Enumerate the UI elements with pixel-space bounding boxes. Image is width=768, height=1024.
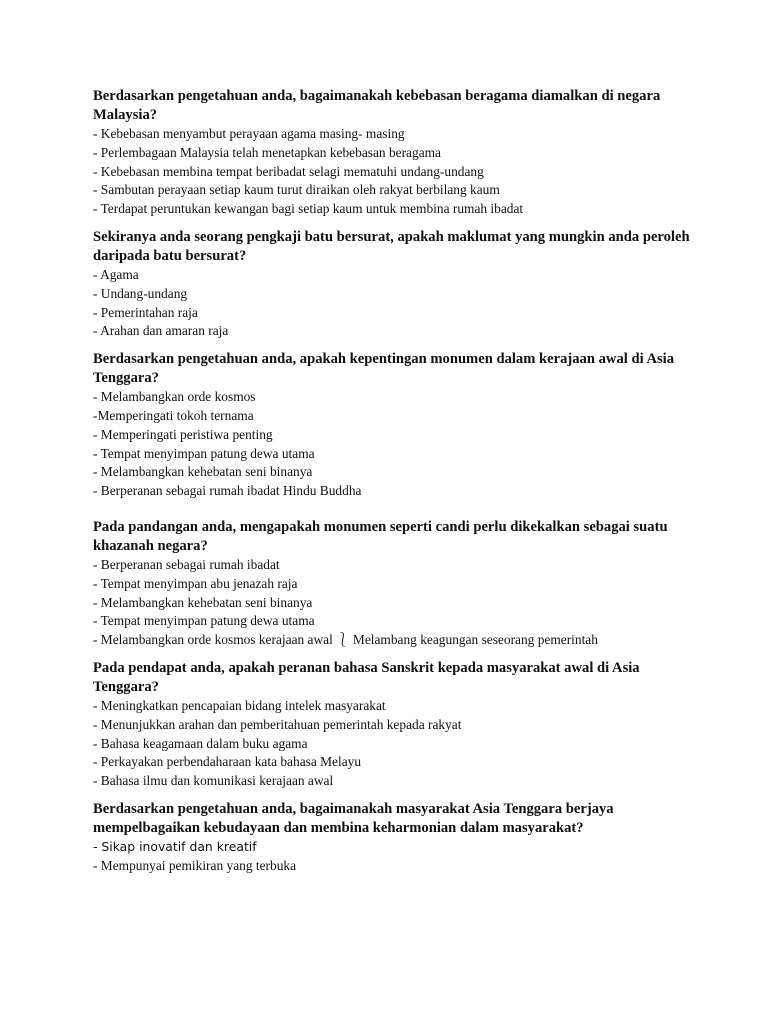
answer-item: - Undang-undang (93, 285, 188, 301)
spacer (93, 791, 693, 800)
question-heading: Pada pendapat anda, apakah peranan bahasa Sanskrit kepada masyarakat awal di Asia Tenggara? (93, 659, 640, 695)
question-heading: Berdasarkan pengetahuan anda, apakah kepentingan monumen dalam kerajaan awal di Asia Tenggara? (93, 351, 675, 387)
qa-section-5 (93, 659, 693, 791)
answer-list (93, 266, 693, 341)
answer-item: - Melambangkan kehebatan seni binanya (93, 464, 313, 480)
answer-item: - Bahasa ilmu dan komunikasi kerajaan awal (93, 773, 334, 789)
answer-item: - Arahan dan amaran raja (93, 323, 229, 339)
answer-item: - Melambangkan orde kosmos kerajaan awal ⎱ Melambang keagungan seseorang pemerintah (93, 632, 598, 648)
answer-item: - Melambangkan kehebatan seni binanya (93, 594, 313, 610)
answer-item: - Melambangkan orde kosmos (93, 389, 256, 405)
answer-item: - Perlembagaan Malaysia telah menetapkan kebebasan beragama (93, 144, 441, 160)
answer-list (93, 125, 693, 219)
answer-item: - Meningkatkan pencapaian bidang intelek masyarakat (93, 697, 386, 713)
answer-item: - Mempunyai pemikiran yang terbuka (93, 857, 297, 873)
answer-item: - Agama (93, 266, 139, 282)
spacer (93, 341, 693, 350)
qa-section-6 (93, 800, 693, 876)
answer-item: - Tempat menyimpan patung dewa utama (93, 613, 315, 629)
question-heading: Berdasarkan pengetahuan anda, bagaimanakah kebebasan beragama diamalkan di negara Malaysia? (93, 88, 661, 123)
spacer (93, 501, 693, 518)
question-heading: Berdasarkan pengetahuan anda, bagaimanakah masyarakat Asia Tenggara berjaya mempelbagaikan kebudayaan dan membina keharmonian dalam masyarakat? (93, 800, 614, 836)
answer-item: - Memperingati peristiwa penting (93, 426, 273, 442)
answer-list (93, 556, 693, 650)
answer-item: - Kebebasan menyambut perayaan agama masing- masing (93, 126, 405, 141)
spacer (93, 219, 693, 228)
answer-item: - Berperanan sebagai rumah ibadat (93, 556, 280, 572)
answer-item: - Perkayakan perbendaharaan kata bahasa Melayu (93, 754, 362, 770)
answer-item: - Bahasa keagamaan dalam buku agama (93, 735, 308, 751)
answer-item: - Tempat menyimpan patung dewa utama (93, 445, 315, 461)
answer-item: - Sambutan perayaan setiap kaum turut diraikan oleh rakyat berbilang kaum (93, 182, 500, 198)
answer-list (93, 388, 693, 501)
answer-item: - Pemerintahan raja (93, 304, 198, 320)
question-heading: Pada pandangan anda, mengapakah monumen seperti candi perlu dikekalkan sebagai suatu khazanah negara? (93, 518, 668, 554)
qa-section-4 (93, 518, 693, 650)
answer-item: - Sikap inovatif dan kreatif (93, 838, 257, 854)
qa-section-1 (93, 87, 693, 219)
answer-item: - Berperanan sebagai rumah ibadat Hindu Buddha (93, 483, 362, 499)
answer-item: -Memperingati tokoh ternama (93, 407, 254, 423)
document-page (93, 87, 693, 876)
question-heading: Sekiranya anda seorang pengkaji batu bersurat, apakah maklumat yang mungkin anda peroleh daripada batu bersurat? (93, 228, 690, 264)
answer-list (93, 697, 693, 791)
answer-item: - Menunjukkan arahan dan pemberitahuan pemerintah kepada rakyat (93, 716, 462, 732)
spacer (93, 650, 693, 659)
qa-section-3 (93, 350, 693, 501)
answer-item: - Kebebasan membina tempat beribadat selagi mematuhi undang-undang (93, 163, 484, 179)
answer-item: - Terdapat peruntukan kewangan bagi setiap kaum untuk membina rumah ibadat (93, 201, 524, 217)
answer-list (93, 838, 693, 876)
qa-section-2 (93, 228, 693, 341)
answer-item: - Tempat menyimpan abu jenazah raja (93, 575, 298, 591)
